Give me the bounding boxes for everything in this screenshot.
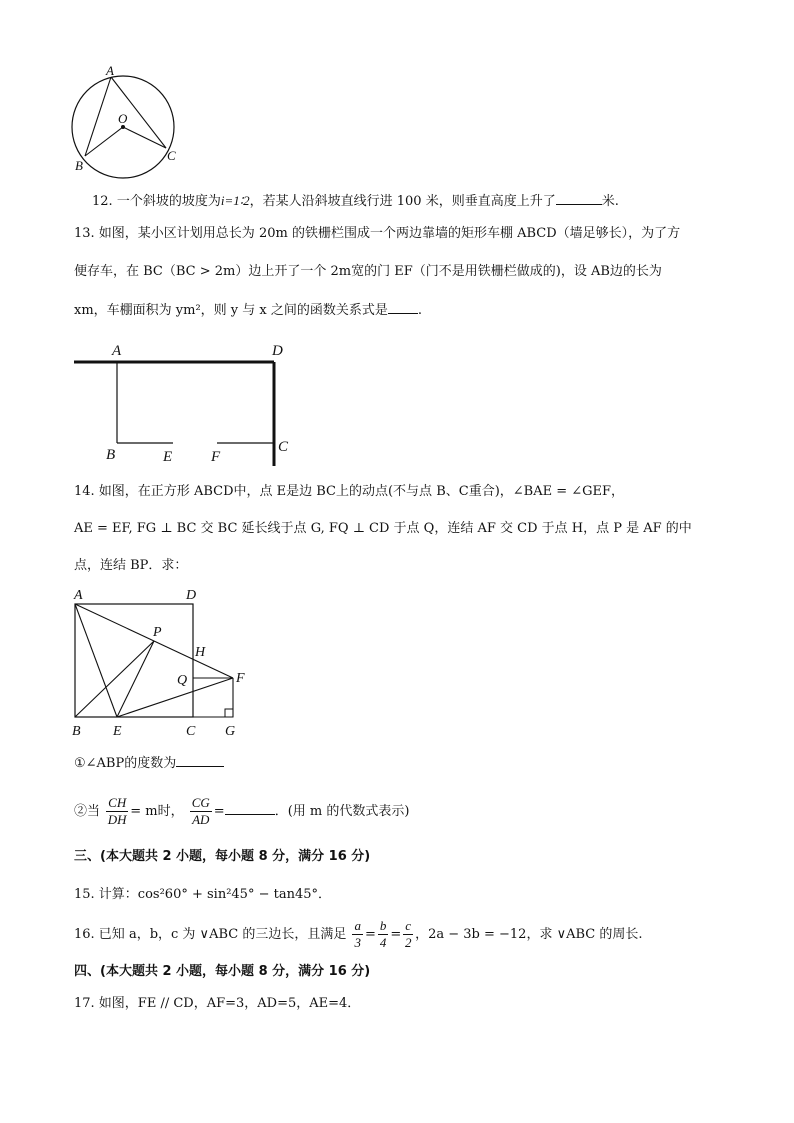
fraction-ch-dh: $\frac{CH}{DH}$	[107, 795, 127, 827]
question-12: 12. 一个斜坡的坡度为i=1∶2，若某人沿斜坡直线行进 100 米，则垂直高度上升了 米.	[92, 193, 619, 209]
fence-figure	[60, 335, 310, 475]
question-16: 16. 已知 a，b，c 为 ∨ABC 的三边长，且满足 $\frac{a}{3}$ = $\frac{b}{4}$ = $\frac{c}{2}$ ，2a − 3b = −12，求 ∨ABC 的周长.	[74, 918, 643, 950]
radius-ob	[85, 127, 123, 156]
label-c: C	[186, 724, 196, 739]
label-f: F	[236, 671, 245, 686]
question-13-line2: 便存车，在 BC（BC > 2m）边上开了一个 2m宽的门 EF（门不是用铁栅栏做成的)，设 AB边的长为	[74, 264, 662, 279]
label-p: P	[153, 625, 162, 640]
label-g: G	[225, 724, 236, 739]
answer-blank	[556, 192, 602, 205]
fraction-a3: $\frac{a}{3}$	[354, 918, 361, 950]
segment-ep	[117, 641, 154, 717]
answer-blank	[225, 802, 275, 815]
radius-oc	[123, 127, 166, 148]
question-15: 15. 计算：cos²60° + sin²45° − tan45°．	[74, 887, 331, 902]
label-d: D	[186, 588, 197, 603]
label-a: A	[106, 63, 114, 78]
section-4-heading: 四、(本大题共 2 小题，每小题 8 分，满分 16 分)	[74, 964, 371, 979]
label-o: O	[118, 111, 128, 126]
label-c: C	[278, 439, 289, 455]
label-a: A	[74, 588, 83, 603]
right-angle-mark	[225, 709, 233, 717]
label-a: A	[112, 343, 122, 359]
question-13-line3: xm，车棚面积为 ym²，则 y 与 x 之间的函数关系式是 .	[74, 303, 423, 318]
answer-blank	[176, 754, 224, 767]
segment-bp	[75, 641, 154, 717]
question-14-line3: 点，连结 BP．求：	[74, 558, 188, 573]
fraction-cg-ad: $\frac{CG}{AD}$	[191, 795, 210, 827]
label-b: B	[106, 447, 116, 463]
label-e: E	[163, 449, 173, 465]
label-q: Q	[177, 673, 188, 688]
label-b: B	[72, 724, 81, 739]
circle-figure	[60, 60, 190, 180]
segment-ef	[117, 678, 233, 717]
question-14-line2: AE = EF, FG ⊥ BC 交 BC 延长线于点 G, FQ ⊥ CD 于点 Q，连结 AF 交 CD 于点 H，点 P 是 AF 的中	[74, 521, 692, 536]
fraction-c2: $\frac{c}{2}$	[404, 918, 412, 950]
question-14-sub1: ①∠ABP的度数为	[74, 754, 224, 774]
label-e: E	[113, 724, 122, 739]
question-14-line1: 14. 如图，在正方形 ABCD中，点 E是边 BC上的动点(不与点 B、C重合)，∠BAE = ∠GEF，	[74, 484, 625, 499]
label-c: C	[167, 148, 176, 163]
square-figure	[60, 582, 260, 742]
label-f: F	[211, 449, 221, 465]
question-17: 17. 如图，FE // CD，AF=3，AD=5，AE=4．	[74, 996, 361, 1011]
section-3-heading: 三、(本大题共 2 小题，每小题 8 分，满分 16 分)	[74, 849, 371, 864]
question-14-sub2: ②当 $\frac{CH}{DH}$ = m时， $\frac{CG}{AD}$ = ．(用 m 的代数式表示)	[74, 795, 410, 827]
answer-blank	[388, 301, 418, 314]
fraction-b4: $\frac{b}{4}$	[379, 918, 387, 950]
label-d: D	[272, 343, 283, 359]
label-h: H	[195, 645, 206, 660]
question-13-line1: 13. 如图，某小区计划用总长为 20m 的铁栅栏围成一个两边靠墙的矩形车棚 ABCD（墙足够长），为了方	[74, 226, 681, 241]
label-b: B	[75, 158, 83, 173]
